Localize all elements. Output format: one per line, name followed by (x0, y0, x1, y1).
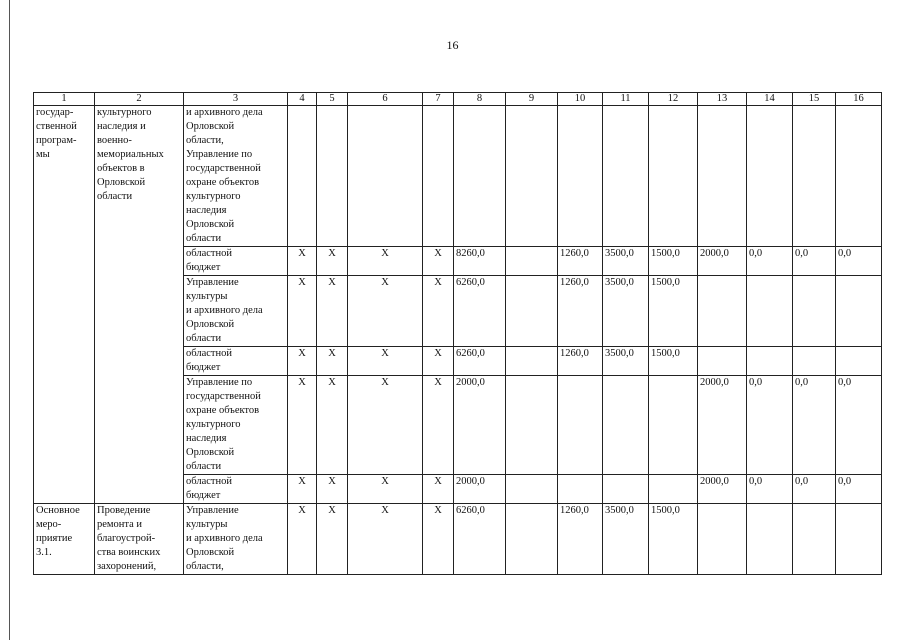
executor-cell (184, 247, 288, 276)
value-cell (698, 276, 747, 347)
value-cell: X (423, 376, 454, 475)
value-cell: 3500,0 (603, 347, 649, 376)
budget-table (33, 92, 882, 575)
name-line: Проведение (97, 505, 151, 516)
value-cell: X (288, 276, 317, 347)
header-cell: 11 (603, 93, 649, 106)
executor-line: Управление по (186, 377, 253, 388)
value-cell (506, 475, 558, 504)
value-cell (836, 276, 882, 347)
value-cell (793, 106, 836, 247)
value-cell (558, 106, 603, 247)
executor-line: Орловской (186, 447, 235, 458)
value-cell: X (423, 475, 454, 504)
value-cell: 6260,0 (454, 347, 506, 376)
value-cell: X (317, 475, 348, 504)
value-cell: 2000,0 (698, 247, 747, 276)
executor-line: культурного (186, 419, 241, 430)
value-cell: 3500,0 (603, 504, 649, 575)
value-cell: 6260,0 (454, 504, 506, 575)
program-line: Основное (36, 505, 80, 516)
value-cell: 1260,0 (558, 347, 603, 376)
executor-line: охране объектов (186, 177, 260, 188)
value-cell (558, 475, 603, 504)
header-cell: 16 (836, 93, 882, 106)
value-cell (836, 504, 882, 575)
name-line: захоронений, (97, 561, 157, 572)
value-cell (698, 504, 747, 575)
value-cell (793, 504, 836, 575)
page-number: 16 (446, 38, 459, 52)
executor-line: культурного (186, 191, 241, 202)
name-line: мемориальных (97, 149, 164, 160)
value-cell: 1500,0 (649, 347, 698, 376)
header-cell: 6 (348, 93, 423, 106)
executor-line: и архивного дела (186, 107, 263, 118)
value-cell: X (317, 347, 348, 376)
table-row (34, 106, 882, 247)
executor-line: области (186, 233, 222, 244)
program-line: приятие (36, 533, 73, 544)
value-cell: 0,0 (747, 247, 793, 276)
program-line: мы (36, 149, 50, 160)
program-line: меро- (36, 519, 62, 530)
executor-line: наследия (186, 205, 227, 216)
value-cell: 1500,0 (649, 504, 698, 575)
executor-line: области, (186, 561, 224, 572)
executor-line: бюджет (186, 362, 221, 373)
value-cell: X (423, 276, 454, 347)
value-cell (454, 106, 506, 247)
value-cell: 6260,0 (454, 276, 506, 347)
header-cell: 10 (558, 93, 603, 106)
value-cell: X (288, 347, 317, 376)
value-cell (747, 276, 793, 347)
value-cell (603, 106, 649, 247)
program-line: 3.1. (36, 547, 52, 558)
value-cell: 0,0 (747, 475, 793, 504)
value-cell: X (317, 504, 348, 575)
value-cell (506, 276, 558, 347)
name-line: благоустрой- (97, 533, 156, 544)
program-line: государ- (36, 107, 74, 118)
value-cell: X (348, 247, 423, 276)
header-cell: 9 (506, 93, 558, 106)
value-cell: X (423, 347, 454, 376)
header-cell: 8 (454, 93, 506, 106)
value-cell (506, 504, 558, 575)
executor-line: области (186, 333, 222, 344)
program-cell (34, 504, 95, 575)
value-cell (747, 504, 793, 575)
header-row (34, 93, 882, 106)
value-cell: 3500,0 (603, 247, 649, 276)
value-cell (603, 376, 649, 475)
executor-cell (184, 347, 288, 376)
value-cell (506, 347, 558, 376)
executor-line: областной (186, 348, 232, 359)
value-cell: 1260,0 (558, 276, 603, 347)
header-cell: 14 (747, 93, 793, 106)
value-cell: X (317, 276, 348, 347)
value-cell: X (348, 276, 423, 347)
name-line: ства воинских (97, 547, 161, 558)
executor-line: культуры (186, 519, 228, 530)
executor-line: Управление (186, 505, 239, 516)
value-cell (747, 106, 793, 247)
executor-line: наследия (186, 433, 227, 444)
executor-cell (184, 106, 288, 247)
value-cell: X (317, 376, 348, 475)
value-cell: 0,0 (836, 247, 882, 276)
executor-line: и архивного дела (186, 533, 263, 544)
value-cell: X (317, 247, 348, 276)
page-left-edge (9, 0, 10, 640)
value-cell (793, 347, 836, 376)
name-line: ремонта и (97, 519, 143, 530)
value-cell: 2000,0 (454, 475, 506, 504)
value-cell (698, 106, 747, 247)
header-cell: 1 (34, 93, 95, 106)
value-cell: 1500,0 (649, 247, 698, 276)
executor-line: государственной (186, 163, 261, 174)
executor-line: Управление по (186, 149, 253, 160)
value-cell: 0,0 (836, 376, 882, 475)
name-cell (95, 504, 184, 575)
executor-cell (184, 376, 288, 475)
header-cell: 7 (423, 93, 454, 106)
value-cell: X (348, 475, 423, 504)
executor-line: области (186, 461, 222, 472)
program-line: ственной (36, 121, 77, 132)
value-cell (649, 376, 698, 475)
value-cell: 0,0 (793, 376, 836, 475)
value-cell (317, 106, 348, 247)
executor-cell (184, 475, 288, 504)
executor-cell (184, 276, 288, 347)
header-cell: 13 (698, 93, 747, 106)
name-cell (95, 106, 184, 504)
value-cell: X (288, 376, 317, 475)
value-cell (836, 347, 882, 376)
value-cell (649, 106, 698, 247)
executor-line: государственной (186, 391, 261, 402)
value-cell: 1500,0 (649, 276, 698, 347)
value-cell: X (348, 504, 423, 575)
value-cell (506, 376, 558, 475)
value-cell: X (348, 347, 423, 376)
program-cell (34, 106, 95, 504)
value-cell: X (348, 376, 423, 475)
executor-line: областной (186, 248, 232, 259)
executor-cell (184, 504, 288, 575)
value-cell: 2000,0 (454, 376, 506, 475)
value-cell: X (288, 247, 317, 276)
executor-line: Орловской (186, 219, 235, 230)
executor-line: и архивного дела (186, 305, 263, 316)
name-line: наследия и (97, 121, 146, 132)
value-cell (288, 106, 317, 247)
executor-line: Орловской (186, 547, 235, 558)
name-line: области (97, 191, 133, 202)
executor-line: охране объектов (186, 405, 260, 416)
value-cell (603, 475, 649, 504)
value-cell: 8260,0 (454, 247, 506, 276)
header-cell: 3 (184, 93, 288, 106)
header-cell: 5 (317, 93, 348, 106)
value-cell: 1260,0 (558, 247, 603, 276)
header-cell: 12 (649, 93, 698, 106)
value-cell: 2000,0 (698, 475, 747, 504)
value-cell: 0,0 (793, 247, 836, 276)
value-cell: X (423, 247, 454, 276)
value-cell (649, 475, 698, 504)
value-cell (558, 376, 603, 475)
value-cell (423, 106, 454, 247)
header-cell: 2 (95, 93, 184, 106)
header-cell: 15 (793, 93, 836, 106)
value-cell (348, 106, 423, 247)
executor-line: Орловской (186, 319, 235, 330)
value-cell (506, 106, 558, 247)
executor-line: бюджет (186, 262, 221, 273)
executor-line: Орловской (186, 121, 235, 132)
table-body (34, 106, 882, 575)
executor-line: области, (186, 135, 224, 146)
value-cell: X (423, 504, 454, 575)
value-cell: 0,0 (747, 376, 793, 475)
value-cell: 3500,0 (603, 276, 649, 347)
value-cell: 1260,0 (558, 504, 603, 575)
executor-line: областной (186, 476, 232, 487)
name-line: объектов в (97, 163, 145, 174)
value-cell (836, 106, 882, 247)
value-cell: X (288, 475, 317, 504)
value-cell (698, 347, 747, 376)
program-line: програм- (36, 135, 77, 146)
executor-line: бюджет (186, 490, 221, 501)
value-cell: 0,0 (836, 475, 882, 504)
value-cell: 2000,0 (698, 376, 747, 475)
name-line: Орловской (97, 177, 146, 188)
value-cell: X (288, 504, 317, 575)
value-cell (747, 347, 793, 376)
name-line: военно- (97, 135, 132, 146)
header-cell: 4 (288, 93, 317, 106)
name-line: культурного (97, 107, 152, 118)
value-cell (793, 276, 836, 347)
executor-line: культуры (186, 291, 228, 302)
value-cell (506, 247, 558, 276)
value-cell: 0,0 (793, 475, 836, 504)
executor-line: Управление (186, 277, 239, 288)
table-row (34, 504, 882, 575)
